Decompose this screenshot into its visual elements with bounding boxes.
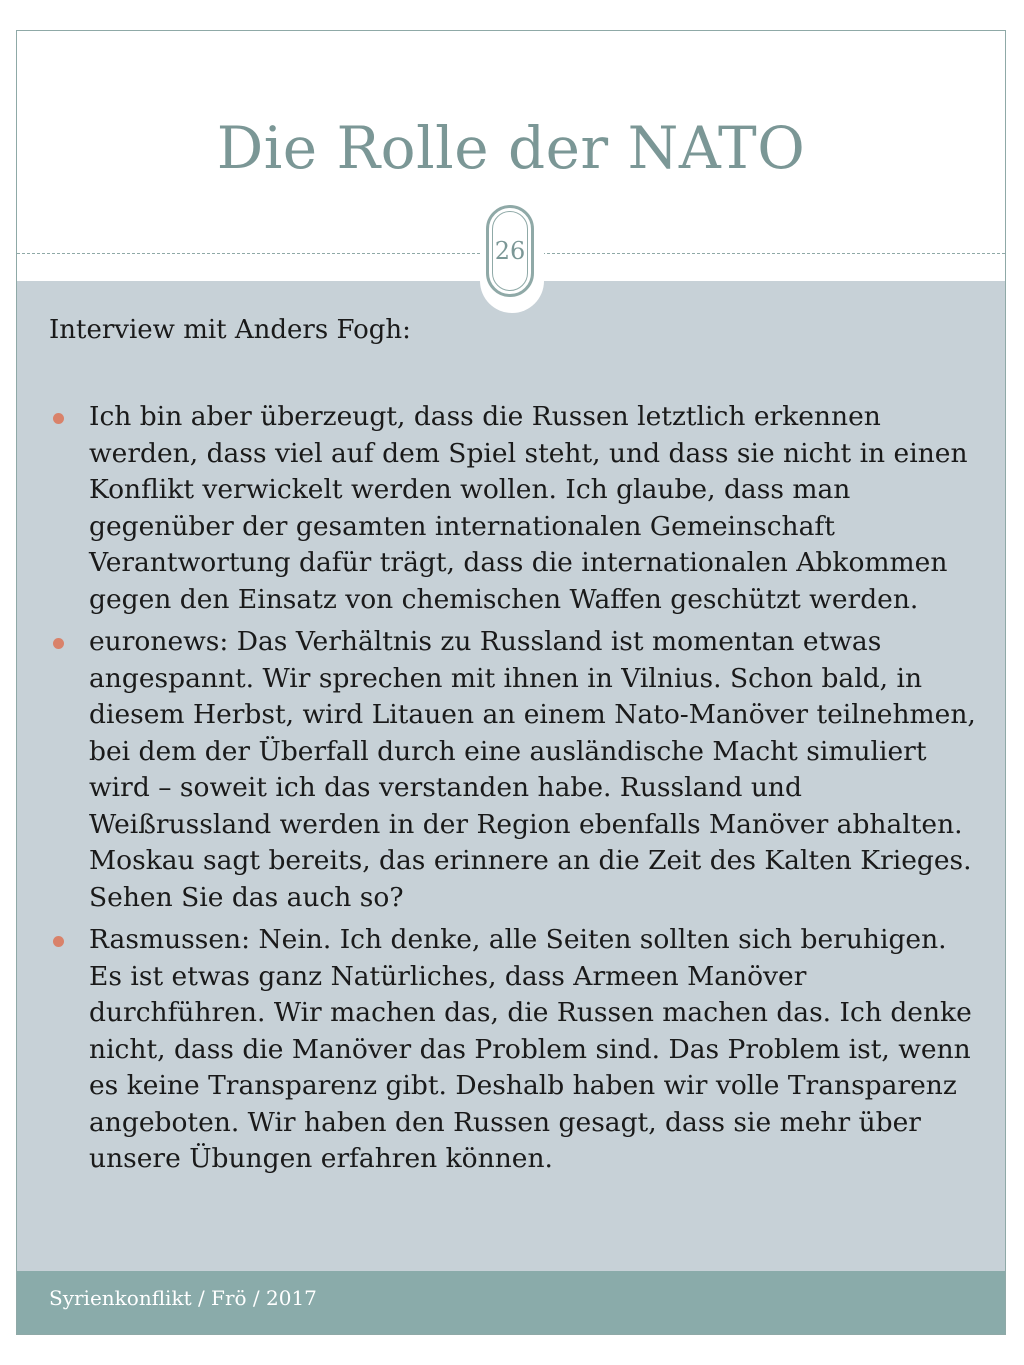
bullet-text: Rasmussen: Nein. Ich denke, alle Seiten sollten sich beruhigen. Es ist etwas ganz Natürliches, dass Armeen Manöver durchführen. Wir machen das, die Russen machen das. Ich denke nicht, dass die Manöver das Problem sind. Das Problem ist, wenn es keine Transparenz gibt. Deshalb haben wir volle Transparenz angeboten. Wir haben den Russen gesagt, dass sie mehr über unsere Übungen erfahren können. [89,924,972,1174]
slide-title: Die Rolle der NATO [216,114,806,182]
bullet-text: euronews: Das Verhältnis zu Russland ist momentan etwas angespannt. Wir sprechen mit ihnen in Vilnius. Schon bald, in diesem Herbst, wird Litauen an einem Nato-Manöver teilnehmen, bei dem der Überfall durch eine ausländische Macht simuliert wird – soweit ich das verstanden habe. Russland und Weißrussland werden in der Region ebenfalls Manöver abhalten. Moskau sagt bereits, das erinnere an die Zeit des Kalten Krieges. Sehen Sie das auch so? [89,626,976,913]
bullet-dot-icon [53,936,64,947]
bullet-list [49,399,979,1184]
bullet-dot-icon [53,638,64,649]
page-number: 26 [494,237,526,265]
bullet-item [49,922,979,1178]
bullet-dot-icon [53,413,64,424]
bullet-text: Ich bin aber überzeugt, dass die Russen letztlich erkennen werden, dass viel auf dem Spiel steht, und dass sie nicht in einen Konflikt verwickelt werden wollen. Ich glaube, dass man gegenüber der gesamten internationalen Gemeinschaft Verantwortung dafür trägt, dass die internationalen Abkommen gegen den Einsatz von chemischen Waffen geschützt werden. [89,401,968,615]
bullet-item [49,624,979,916]
bullet-item [49,399,979,618]
intro-text: Interview mit Anders Fogh: [49,315,411,345]
footer-text: Syrienkonflikt / Frö / 2017 [49,1286,317,1310]
slide [16,30,1006,1335]
